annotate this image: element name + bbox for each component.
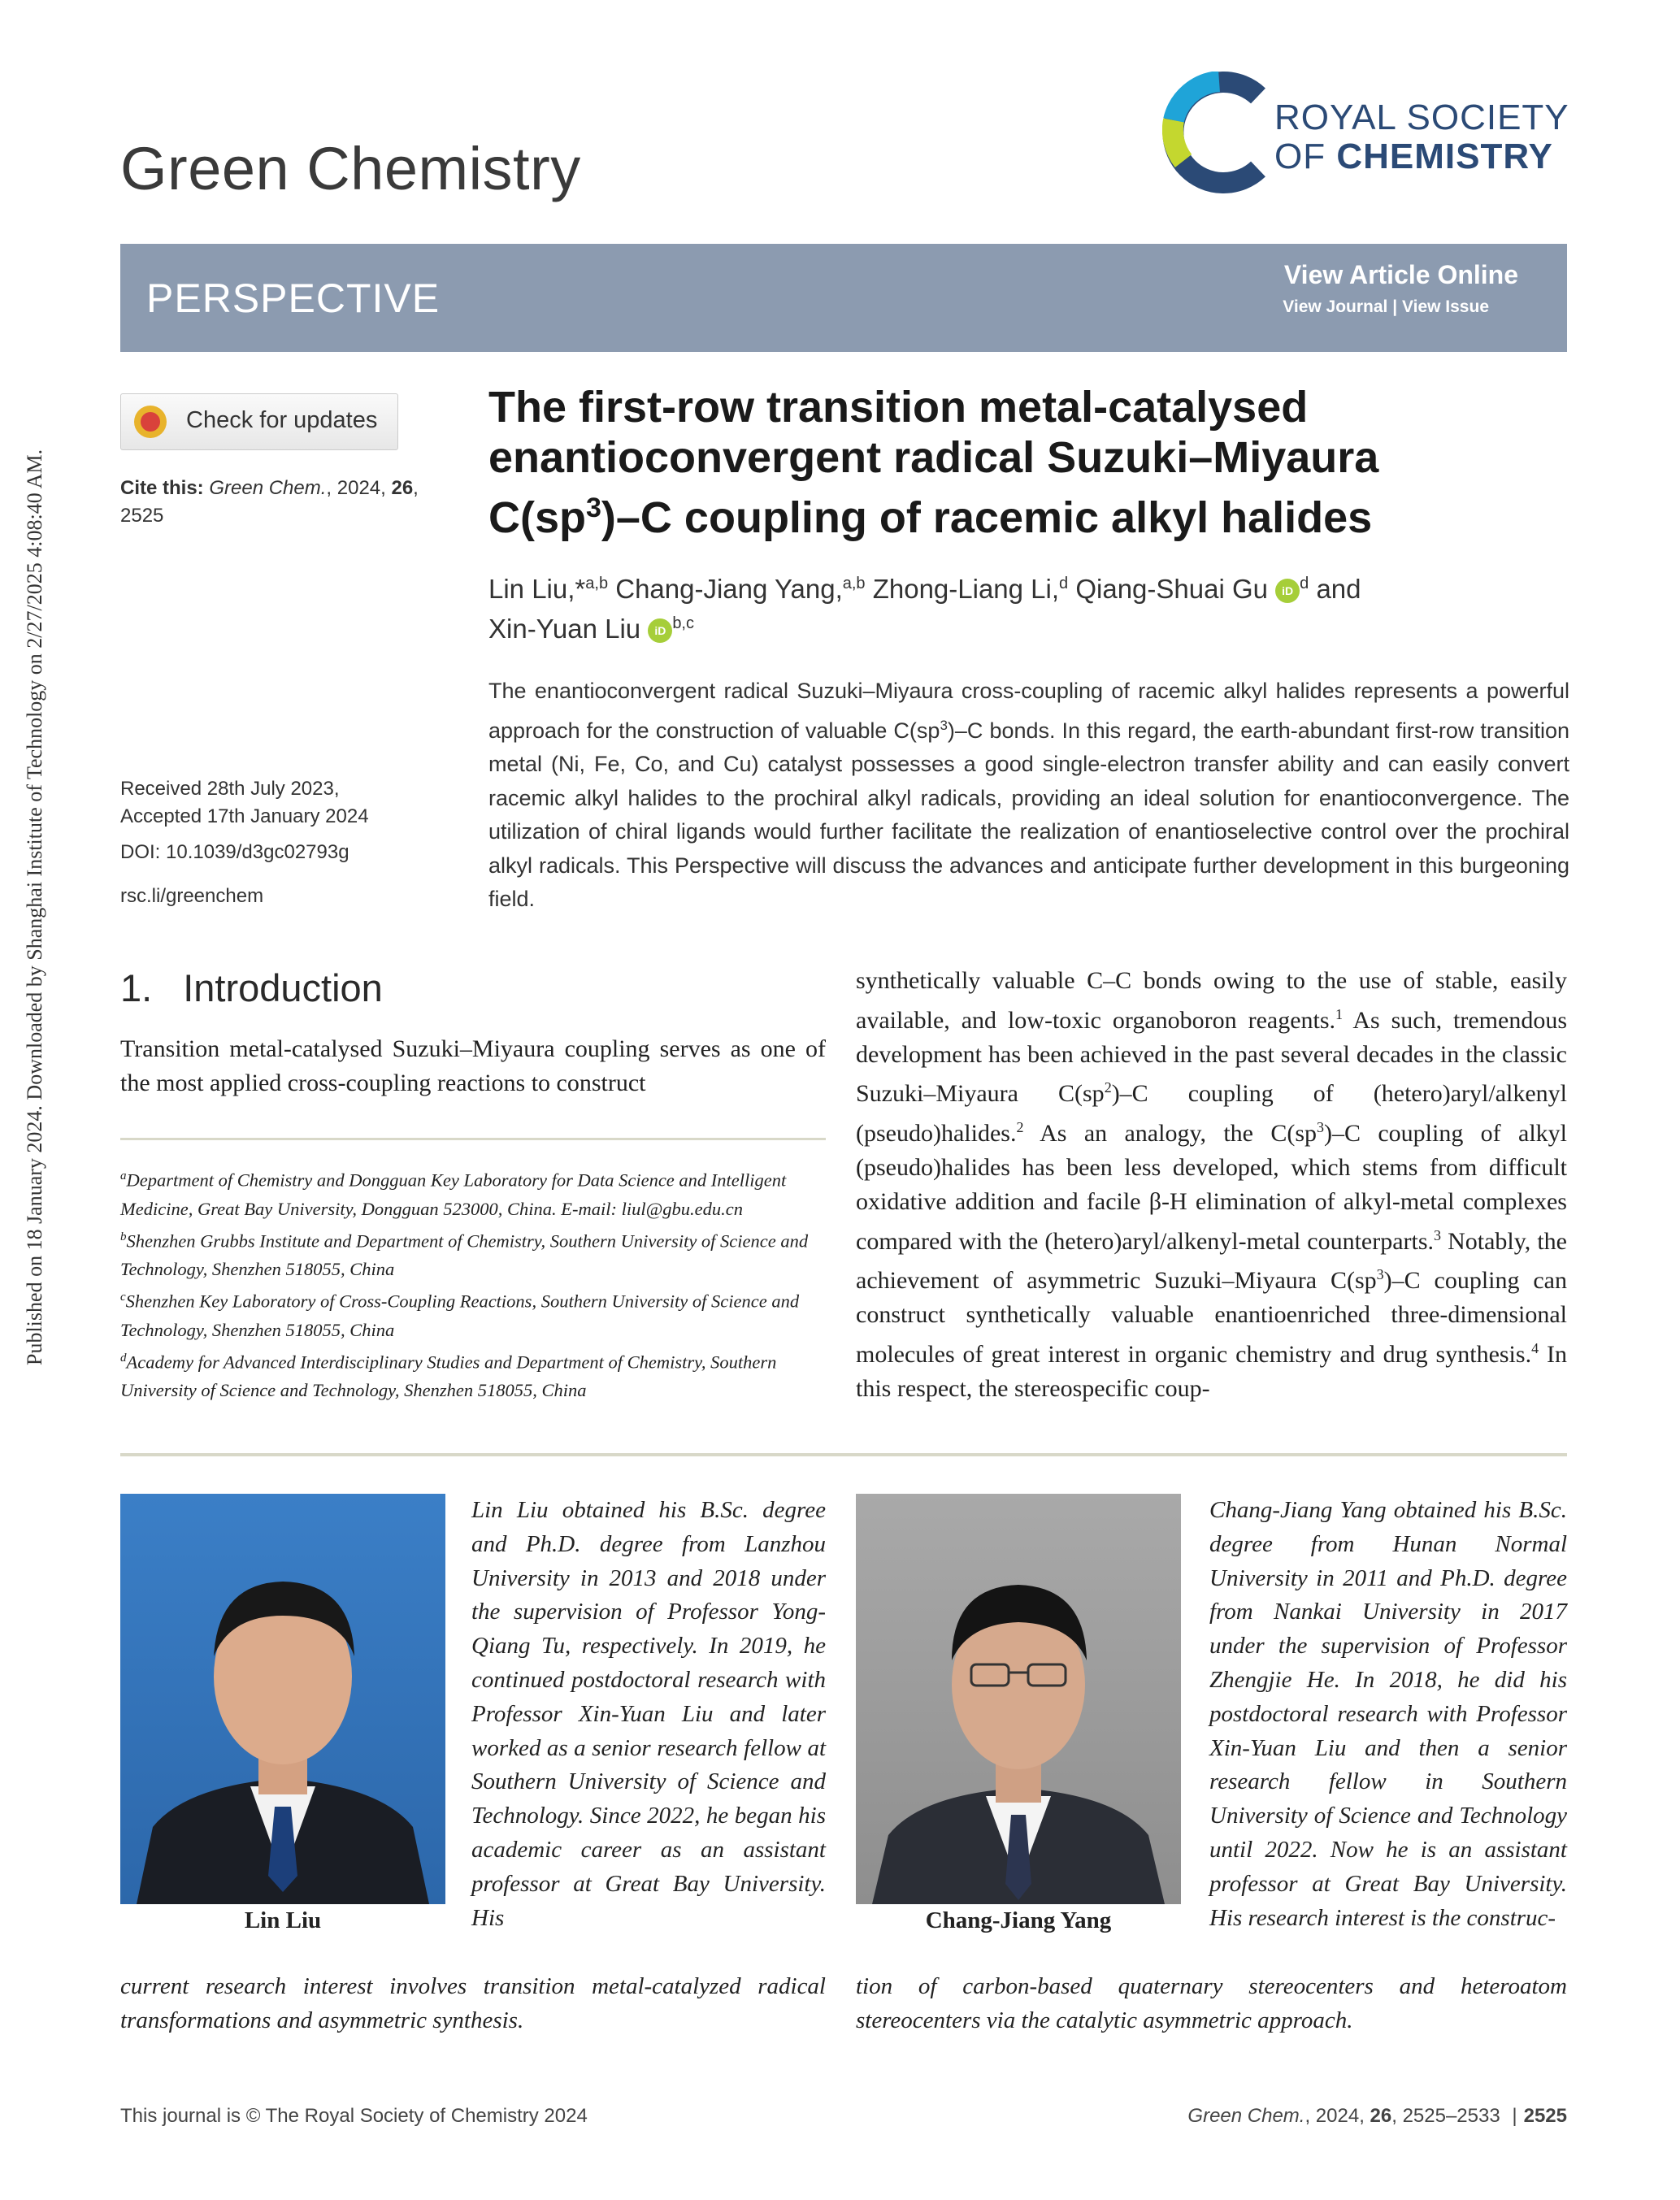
journal-short-link[interactable]: rsc.li/greenchem xyxy=(120,885,264,907)
article-title: The first-row transition metal-catalysed enantioconvergent radical Suzuki–Miyaura $C(sp^3)-C$ coupling of racemic alkyl halides xyxy=(488,383,1379,542)
orcid-icon[interactable]: iD xyxy=(648,618,672,643)
author: Qiang-Shuai Gu xyxy=(1068,574,1276,604)
footer-copyright: This journal is © The Royal Society of Chemistry 2024 xyxy=(120,2105,588,2127)
watermark-text: Published on 18 January 2024. Downloaded by Shanghai Institute of Technology on 2/27/2025 4:08:40 AM. xyxy=(23,449,46,1365)
divider xyxy=(120,1138,826,1140)
orcid-icon[interactable]: iD xyxy=(1275,579,1300,603)
page-number: 2525 xyxy=(1523,2105,1567,2127)
view-article-online-link[interactable]: View Article Online xyxy=(1283,260,1518,289)
view-issue-link[interactable]: View Issue xyxy=(1401,297,1489,316)
rsc-logo-line1: ROYAL SOCIETY xyxy=(1274,98,1569,137)
author-photo-chang-jiang-yang xyxy=(856,1494,1181,1904)
affiliation: $^c$Shenzhen Key Laboratory of Cross-Coupling Reactions, Southern University of Science and Technology, Shenzhen 518055, China xyxy=(120,1291,800,1340)
affiliation: $^a$Department of Chemistry and Dongguan Key Laboratory for Data Science and Intelligent Medicine, Great Bay University, Dongguan 523000, China. E-mail: liul@gbu.edu.cn xyxy=(120,1169,787,1219)
doi[interactable]: DOI: 10.1039/d3gc02793g xyxy=(120,841,349,863)
author-photo-lin-liu xyxy=(120,1494,445,1904)
crossmark-icon xyxy=(134,406,167,438)
journal-title: Green Chemistry xyxy=(120,135,581,202)
bio-lin-liu-continued: current research interest involves transition metal-catalyzed radical transformations and asymmetric synthesis. xyxy=(120,1973,826,2033)
footer-citation: Green Chem., 2024, 26, 2525–2533 | 2525 xyxy=(1187,2105,1567,2127)
affiliation: $^b$Shenzhen Grubbs Institute and Department of Chemistry, Southern University of Science and Technology, Shenzhen 518055, China xyxy=(120,1230,809,1279)
view-journal-link[interactable]: View Journal xyxy=(1283,297,1388,316)
divider xyxy=(120,1453,1567,1456)
check-for-updates-label: Check for updates xyxy=(186,407,378,433)
download-watermark xyxy=(0,0,49,1382)
bio-chang-jiang-yang-continued: tion of carbon-based quaternary stereocenters and heteroatom stereocenters via the catalytic asymmetric approach. xyxy=(856,1973,1567,2033)
received-date: Received 28th July 2023, xyxy=(120,778,340,800)
citation: Cite this: Green Chem., 2024, 26, 2525 xyxy=(120,477,419,527)
affiliations xyxy=(120,1162,826,1404)
author: Lin Liu,* xyxy=(488,574,586,604)
author-list: Lin Liu,*$^{a,b}$ Chang-Jiang Yang,$^{a,b}$ Zhong-Liang Li,$^d$ Qiang-Shuai Gu iD $^d$ and Xin-Yuan Liu iD $^{b,c}$ xyxy=(488,574,1361,644)
received-dates xyxy=(120,775,369,831)
accepted-date: Accepted 17th January 2024 xyxy=(120,805,369,827)
author: Chang-Jiang Yang, xyxy=(608,574,843,604)
intro-paragraph-left: Transition metal-catalysed Suzuki–Miyaura coupling serves as one of the most applied cross-coupling reactions to construct xyxy=(120,1035,826,1096)
author-name-chang-jiang-yang: Chang-Jiang Yang xyxy=(925,1907,1112,1933)
section-heading-introduction: 1. Introduction xyxy=(120,966,383,1009)
affiliation: $^d$Academy for Advanced Interdisciplinary Studies and Department of Chemistry, Southern University of Science and Technology, Shenzhen 518055, China xyxy=(120,1351,777,1400)
article-type-banner xyxy=(120,244,1567,352)
abstract: The enantioconvergent radical Suzuki–Miyaura cross-coupling of racemic alkyl halides represents a powerful approach for the construction of valuable $C(sp^3)-C$ bonds. In this regard, the earth-abundant first-row transition metal (Ni, Fe, Co, and Cu) catalyst possesses a good single-electron transfer ability and can easily convert racemic alkyl halides to the prochiral alkyl radicals, providing an ideal solution for enantioconvergence. The utilization of chiral ligands would further facilitate the realization of enantioselective control over the prochiral alkyl radicals. This Perspective will discuss the advances and anticipate further development in this burgeoning field. xyxy=(488,679,1569,911)
view-links: View Journal | View Issue xyxy=(1283,297,1489,316)
bio-chang-jiang-yang: Chang-Jiang Yang obtained his B.Sc. degree from Hunan Normal University in 2011 and Ph.D. degree from Nankai University in 2017 under the supervision of Professor Zhengjie He. In 2018, he did his postdoctoral research with Professor Xin-Yuan Liu and then a senior research fellow in Southern University of Science and Technology until 2022. Now he is an assistant professor at Great Bay University. His research interest is the construc- xyxy=(1209,1497,1567,1931)
bio-lin-liu: Lin Liu obtained his B.Sc. degree and Ph.D. degree from Lanzhou University in 2013 and 2018 under the supervision of Professor Yong-Qiang Tu, respectively. In 2019, he continued postdoctoral research with Professor Xin-Yuan Liu and later worked as a senior research fellow at Southern University of Science and Technology. Since 2022, he began his academic career as an assistant professor at Great Bay University. His xyxy=(471,1497,826,1931)
author: Zhong-Liang Li, xyxy=(865,574,1060,604)
article-type-label: PERSPECTIVE xyxy=(146,276,441,321)
rsc-logo-line2: OF CHEMISTRY xyxy=(1274,137,1553,176)
check-for-updates-button[interactable] xyxy=(120,393,398,450)
author: Xin-Yuan Liu xyxy=(488,614,649,644)
intro-paragraph-right: synthetically valuable C–C bonds owing to the use of stable, easily available, and low-toxic organoboron reagents.$^1$ As such, tremendous development has been achieved in the past several decades in the classic Suzuki–Miyaura $C(sp^2)-C$ coupling of (hetero)aryl/alkenyl (pseudo)halides.$^2$ As an analogy, the $C(sp^3)-C$ coupling of alkyl (pseudo)halides has been less developed, which stems from difficult oxidative addition and facile β-H elimination of alkyl-metal complexes compared with the (hetero)aryl/alkenyl-metal counterparts.$^3$ Notably, the achievement of asymmetric Suzuki–Miyaura $C(sp^3)-C$ coupling can construct synthetically valuable enantioenriched three-dimensional molecules of great interest in organic chemistry and drug synthesis.$^4$ In this respect, the stereospecific coup- xyxy=(856,967,1568,1402)
author-name-lin-liu: Lin Liu xyxy=(244,1907,322,1933)
rsc-logo-mark-icon xyxy=(1162,72,1276,193)
